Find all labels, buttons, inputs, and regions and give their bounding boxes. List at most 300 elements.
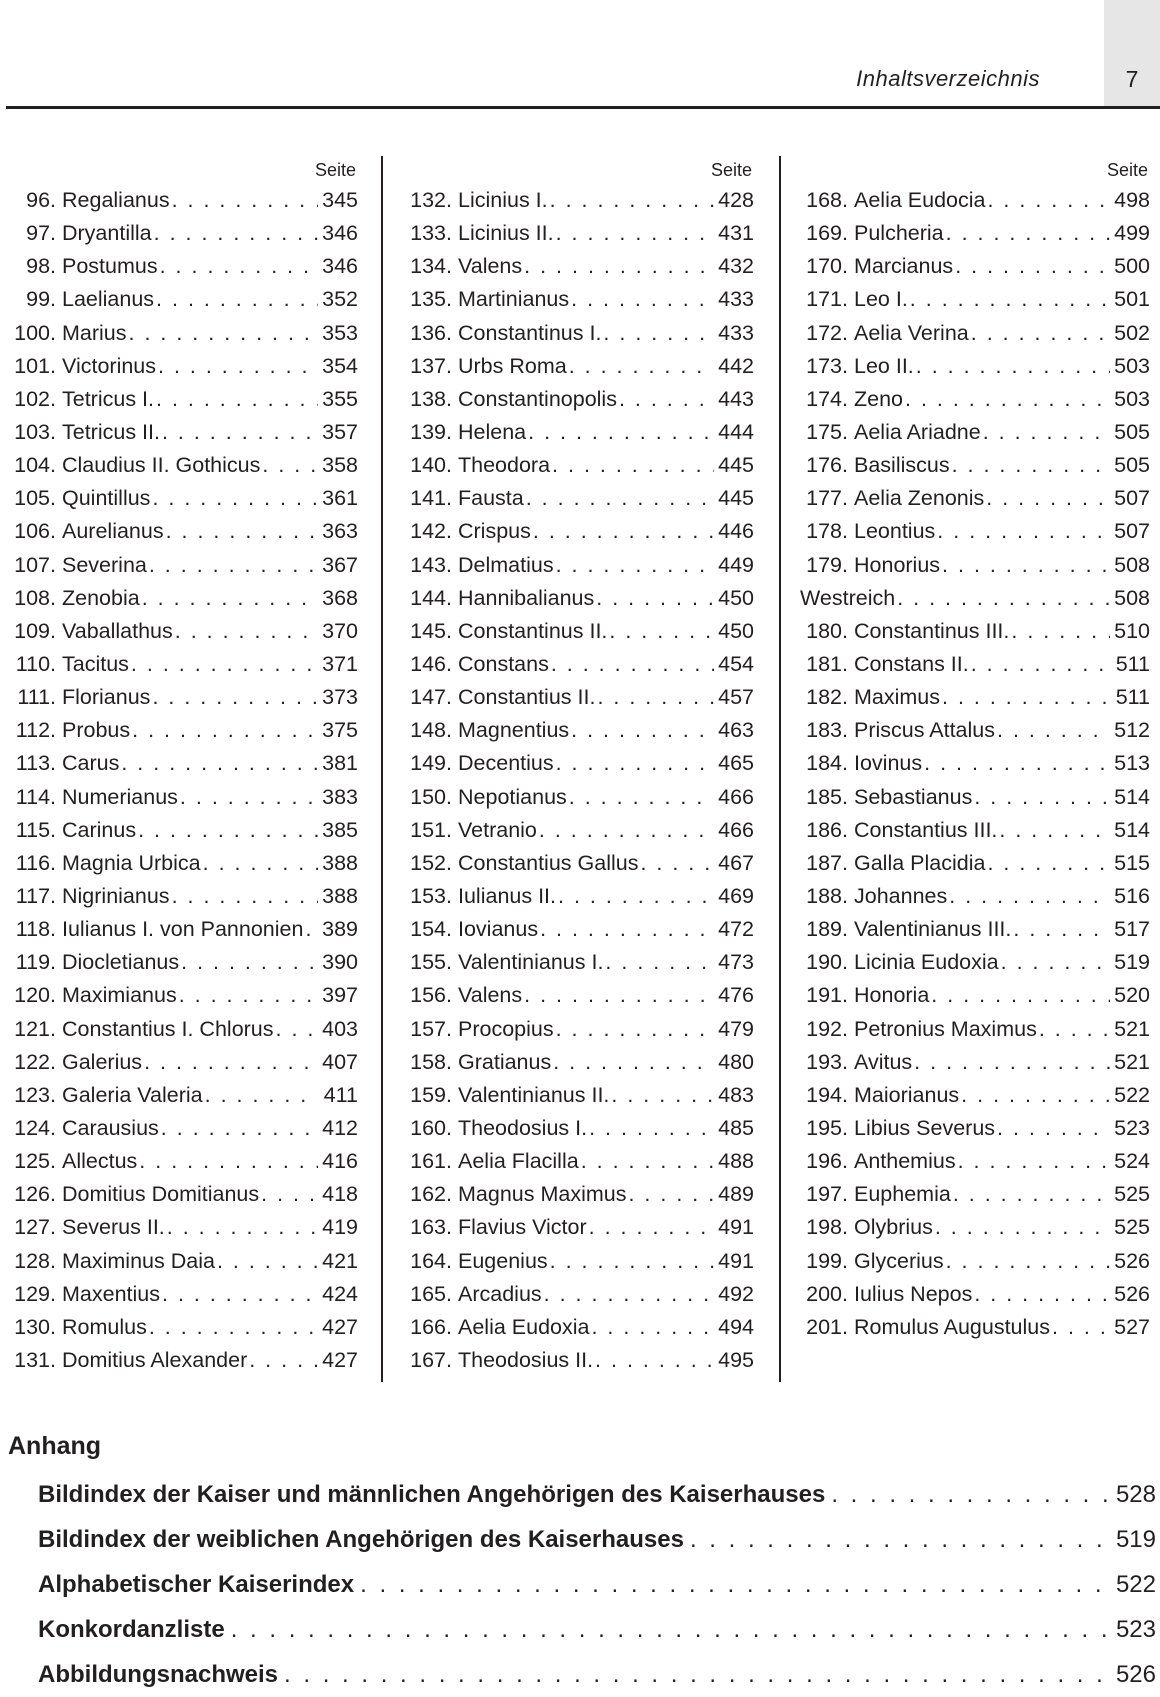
entry-name: Licinia Eudoxia — [854, 950, 999, 975]
entry-page: 511 — [1115, 685, 1150, 710]
entry-name: Severina — [62, 552, 147, 577]
toc-entry — [800, 814, 1152, 847]
toc-entry — [404, 714, 756, 747]
appendix-entry-name: Bildindex der weiblichen Angehörigen des Kaiserhauses — [38, 1526, 684, 1553]
dot-leader — [162, 1278, 318, 1311]
entry-name: Helena — [458, 419, 527, 444]
entry-page: 371 — [322, 651, 358, 676]
entry-name: Euphemia — [854, 1182, 951, 1207]
entry-name: Constantinus I. — [458, 320, 602, 345]
dot-leader — [619, 383, 714, 416]
entry-name: Olybrius — [854, 1215, 933, 1240]
toc-entry — [404, 1079, 756, 1112]
entry-name: Claudius II. Gothicus — [62, 453, 261, 478]
entry-name: Martinianus — [458, 287, 570, 312]
entry-name: Leontius — [854, 519, 936, 544]
entry-name: Arcadius — [458, 1281, 542, 1306]
toc-entry — [404, 1344, 756, 1377]
entry-number: 146. — [410, 651, 452, 676]
entry-name: Postumus — [62, 254, 158, 279]
dot-leader — [144, 1046, 318, 1079]
entry-page: 505 — [1114, 453, 1150, 478]
entry-page: 358 — [322, 453, 358, 478]
dot-leader — [166, 515, 318, 548]
entry-number: 107. — [14, 552, 56, 577]
entry-page: 383 — [322, 784, 358, 809]
toc-entry — [8, 681, 360, 714]
entry-name: Honorius — [854, 552, 941, 577]
entry-page: 500 — [1114, 254, 1150, 279]
appendix-entry — [38, 1652, 1156, 1697]
entry-number: 144. — [410, 585, 452, 610]
toc-entry — [8, 283, 360, 316]
dot-leader — [180, 781, 318, 814]
toc-entry — [8, 979, 360, 1012]
dot-leader — [556, 1013, 714, 1046]
entry-name: Gratianus — [458, 1049, 552, 1074]
entry-page: 491 — [718, 1215, 754, 1240]
entry-name: Zenobia — [62, 585, 140, 610]
entry-name: Fausta — [458, 486, 524, 511]
entry-number: 171. — [806, 287, 848, 312]
entry-name: Tacitus — [62, 651, 129, 676]
toc-entry — [404, 1211, 756, 1244]
entry-number: 114. — [15, 784, 56, 809]
entry-page: 354 — [322, 353, 358, 378]
entry-page: 428 — [718, 188, 754, 212]
entry-number: 169. — [806, 221, 848, 246]
entry-number: 103. — [14, 419, 56, 444]
entry-number: 99. — [26, 287, 56, 312]
entry-number: 195. — [806, 1115, 848, 1140]
entry-name: Numerianus — [62, 784, 178, 809]
dot-leader — [983, 416, 1110, 449]
entry-name: Constantius Gallus — [458, 850, 639, 875]
toc-entry — [404, 615, 756, 648]
entry-name: Constantinus II. — [458, 618, 608, 643]
entry-page: 473 — [718, 950, 754, 975]
entry-number: 100. — [14, 320, 56, 345]
entry-page: 465 — [718, 751, 754, 776]
toc-entry — [800, 880, 1152, 913]
entry-page: 389 — [322, 917, 358, 942]
toc-entry — [8, 615, 360, 648]
dot-leader — [284, 1652, 1110, 1697]
entry-number: 196. — [806, 1149, 848, 1174]
appendix-entry-page: 523 — [1115, 1616, 1156, 1643]
appendix-entry — [38, 1562, 1156, 1607]
entry-name: Iulianus I. von Pannonien — [62, 917, 304, 942]
dot-leader — [524, 979, 714, 1012]
toc-entry — [8, 814, 360, 847]
entry-name: Petronius Maximus — [854, 1016, 1037, 1041]
entry-name: Johannes — [854, 883, 948, 908]
entry-page: 416 — [322, 1149, 358, 1174]
dot-leader — [556, 217, 714, 250]
entry-page: 346 — [322, 221, 358, 246]
entry-name: Sebastianus — [854, 784, 973, 809]
entry-page: 444 — [718, 419, 754, 444]
dot-leader — [172, 184, 318, 217]
entry-name: Pulcheria — [854, 221, 944, 246]
entry-page: 521 — [1114, 1049, 1150, 1074]
toc-entry — [8, 1145, 360, 1178]
toc-entry — [800, 1211, 1152, 1244]
toc-entry — [8, 714, 360, 747]
entry-number: 109. — [14, 618, 56, 643]
entry-number: 188. — [806, 883, 848, 908]
entry-number: 133. — [410, 221, 452, 246]
entry-number: 190. — [806, 950, 848, 975]
toc-entry — [404, 250, 756, 283]
entry-number: 178. — [806, 519, 848, 544]
dot-leader — [552, 449, 714, 482]
entry-name: Iovinus — [854, 751, 923, 776]
dot-leader — [524, 250, 714, 283]
dot-leader — [595, 1344, 714, 1377]
toc-entry — [404, 1013, 756, 1046]
entry-name: Romulus Augustulus — [854, 1314, 1050, 1339]
entry-number: 101. — [14, 353, 56, 378]
entry-number: 163. — [410, 1215, 452, 1240]
dot-leader — [628, 1178, 714, 1211]
toc-entry — [800, 1046, 1152, 1079]
entry-name: Constantius III. — [854, 817, 998, 842]
entry-page: 419 — [322, 1215, 358, 1240]
dot-leader — [544, 1278, 714, 1311]
entry-number: 167. — [410, 1347, 452, 1372]
entry-page: 412 — [322, 1115, 358, 1140]
entry-number: 131. — [14, 1347, 56, 1372]
entry-number: 104. — [14, 453, 56, 478]
entry-name: Quintillus — [62, 486, 151, 511]
entry-number: 179. — [806, 552, 848, 577]
toc-entry — [800, 383, 1152, 416]
toc-entry — [8, 582, 360, 615]
entry-name: Aelia Flacilla — [458, 1149, 579, 1174]
dot-leader — [571, 714, 714, 747]
entry-name: Licinius II. — [458, 221, 554, 246]
entry-number: 134. — [410, 254, 452, 279]
dot-leader — [551, 648, 714, 681]
dot-leader — [690, 1517, 1110, 1562]
toc-entry — [800, 979, 1152, 1012]
dot-leader — [160, 250, 318, 283]
entry-number: 149. — [410, 751, 452, 776]
entry-number: 177. — [806, 486, 848, 511]
toc-entry — [8, 317, 360, 350]
entry-number: 151. — [410, 817, 452, 842]
entry-page: 390 — [322, 950, 358, 975]
entry-number: 176. — [806, 453, 848, 478]
entry-name: Aelia Zenonis — [854, 486, 985, 511]
toc-entry — [800, 582, 1152, 615]
entry-number: 136. — [410, 320, 452, 345]
toc-column-1 — [8, 156, 360, 1377]
dot-leader — [217, 1245, 318, 1278]
dot-leader — [935, 1211, 1110, 1244]
toc-entry — [8, 482, 360, 515]
entry-name: Westreich — [800, 585, 896, 610]
toc-entry — [800, 449, 1152, 482]
entry-page: 449 — [718, 552, 754, 577]
entry-number: 186. — [806, 817, 848, 842]
entry-number: 156. — [410, 983, 452, 1008]
dot-leader — [161, 1112, 318, 1145]
entry-name: Constantius I. Chlorus — [62, 1016, 274, 1041]
page-number: 7 — [1125, 66, 1139, 92]
entry-number: 193. — [806, 1049, 848, 1074]
entry-number: 138. — [410, 386, 452, 411]
entry-page: 466 — [718, 784, 754, 809]
entry-number: 197. — [806, 1182, 848, 1207]
toc-entry — [8, 449, 360, 482]
entry-number: 199. — [806, 1248, 848, 1273]
dot-leader — [596, 582, 714, 615]
dot-leader — [571, 283, 714, 316]
entry-number: 168. — [806, 188, 848, 212]
entry-page: 491 — [718, 1248, 754, 1273]
toc-entry — [8, 1079, 360, 1112]
dot-leader — [556, 747, 714, 780]
entry-name: Libius Severus — [854, 1115, 996, 1140]
entry-number: 132. — [410, 188, 452, 212]
dot-leader — [305, 913, 318, 946]
entry-number: 175. — [806, 419, 848, 444]
entry-page: 526 — [1114, 1248, 1150, 1273]
entry-page: 454 — [718, 651, 754, 676]
entry-name: Delmatius — [458, 552, 554, 577]
dot-leader — [156, 283, 318, 316]
toc-entry — [800, 681, 1152, 714]
entry-number: 153. — [410, 883, 452, 908]
toc-entry — [800, 515, 1152, 548]
dot-leader — [905, 383, 1110, 416]
toc-entry — [8, 383, 360, 416]
entry-page: 513 — [1114, 751, 1150, 776]
entry-name: Iulius Nepos — [854, 1281, 973, 1306]
dot-leader — [953, 1178, 1110, 1211]
toc-entry — [8, 847, 360, 880]
entry-name: Romulus — [62, 1314, 147, 1339]
entry-name: Vaballathus — [62, 618, 173, 643]
entry-page: 346 — [322, 254, 358, 279]
entry-number: 172. — [806, 320, 848, 345]
entry-name: Domitius Domitianus — [62, 1182, 260, 1207]
dot-leader — [569, 781, 714, 814]
dot-leader — [589, 1112, 714, 1145]
entry-name: Dryantilla — [62, 221, 152, 246]
dot-leader — [971, 648, 1110, 681]
appendix-heading: Anhang — [8, 1432, 102, 1460]
entry-number: 105. — [14, 486, 56, 511]
entry-page: 489 — [718, 1182, 754, 1207]
entry-name: Carinus — [62, 817, 137, 842]
entry-page: 488 — [718, 1149, 754, 1174]
entry-name: Procopius — [458, 1016, 554, 1041]
dot-leader — [910, 283, 1110, 316]
entry-number: 142. — [410, 519, 452, 544]
toc-entry — [8, 1245, 360, 1278]
entry-name: Regalianus — [62, 188, 170, 212]
entry-page: 501 — [1114, 287, 1150, 312]
toc-entry — [8, 946, 360, 979]
dot-leader — [142, 582, 318, 615]
entry-page: 525 — [1114, 1182, 1150, 1207]
toc-entry — [8, 1013, 360, 1046]
entry-number: 135. — [410, 287, 452, 312]
entry-page: 512 — [1114, 718, 1150, 743]
dot-leader — [249, 1344, 318, 1377]
entry-name: Carausius — [62, 1115, 159, 1140]
dot-leader — [1013, 913, 1110, 946]
toc-entry — [800, 1013, 1152, 1046]
entry-number: 115. — [15, 817, 56, 842]
entry-number: 158. — [410, 1049, 452, 1074]
entry-page: 495 — [718, 1347, 754, 1372]
entry-number: 121. — [14, 1016, 56, 1041]
toc-entry — [800, 615, 1152, 648]
entry-name: Severus II. — [62, 1215, 165, 1240]
entry-number: 116. — [15, 850, 56, 875]
entry-page: 403 — [322, 1016, 358, 1041]
entry-number: 173. — [806, 353, 848, 378]
toc-entry — [404, 549, 756, 582]
toc-entry — [8, 416, 360, 449]
entry-number: 122. — [14, 1049, 56, 1074]
entry-page: 508 — [1114, 552, 1150, 577]
toc-entry — [404, 814, 756, 847]
entry-name: Theodora — [458, 453, 551, 478]
dot-leader — [172, 880, 318, 913]
entry-number: 140. — [410, 453, 452, 478]
toc-entry — [404, 217, 756, 250]
dot-leader — [958, 1145, 1110, 1178]
toc-entry — [404, 648, 756, 681]
dot-leader — [946, 1245, 1110, 1278]
entry-number: 201. — [806, 1314, 848, 1339]
entry-name: Licinius I. — [458, 188, 548, 212]
entry-name: Zeno — [854, 386, 904, 411]
entry-page: 424 — [322, 1281, 358, 1306]
entry-name: Constantinopolis — [458, 386, 617, 411]
toc-entry — [404, 979, 756, 1012]
entry-name: Tetricus I. — [62, 386, 154, 411]
entry-page: 507 — [1114, 519, 1150, 544]
entry-page: 476 — [718, 983, 754, 1008]
entry-page: 492 — [718, 1281, 754, 1306]
entry-page: 525 — [1114, 1215, 1150, 1240]
entry-page: 450 — [718, 618, 754, 643]
toc-entry — [800, 946, 1152, 979]
appendix-entry-page: 519 — [1115, 1526, 1156, 1553]
entry-page: 418 — [322, 1182, 358, 1207]
dot-leader — [1039, 1013, 1110, 1046]
entry-name: Marius — [62, 320, 127, 345]
entry-number: 119. — [15, 950, 56, 975]
toc-entry — [8, 549, 360, 582]
dot-leader — [924, 747, 1110, 780]
toc-entry — [8, 1046, 360, 1079]
entry-name: Priscus Attalus — [854, 718, 995, 743]
entry-name: Florianus — [62, 685, 151, 710]
entry-number: 181. — [806, 651, 848, 676]
dot-leader — [1052, 1311, 1110, 1344]
dot-leader — [167, 1211, 318, 1244]
entry-name: Galla Placidia — [854, 850, 986, 875]
entry-name: Probus — [62, 718, 131, 743]
appendix-entry-name: Abbildungsnachweis — [38, 1661, 279, 1688]
dot-leader — [569, 350, 714, 383]
entry-number: 118. — [15, 917, 56, 942]
entry-page: 467 — [718, 850, 754, 875]
dot-leader — [987, 847, 1110, 880]
entry-name: Marcianus — [854, 254, 954, 279]
entry-name: Tetricus II. — [62, 419, 160, 444]
dot-leader — [162, 416, 318, 449]
dot-leader — [955, 250, 1110, 283]
entry-name: Vetranio — [458, 817, 537, 842]
entry-page: 485 — [718, 1115, 754, 1140]
toc-entry — [800, 648, 1152, 681]
toc-entry — [8, 648, 360, 681]
entry-number: 160. — [410, 1115, 452, 1140]
dot-leader — [961, 1079, 1110, 1112]
entry-name: Theodosius II. — [458, 1347, 594, 1372]
toc-entry — [8, 1311, 360, 1344]
header-title: Inhaltsverzeichnis — [856, 66, 1040, 91]
entry-number: 141. — [410, 486, 452, 511]
entry-name: Constans II. — [854, 651, 969, 676]
entry-name: Magnus Maximus — [458, 1182, 627, 1207]
entry-name: Magnia Urbica — [62, 850, 201, 875]
entry-page: 433 — [718, 287, 754, 312]
entry-page: 527 — [1114, 1314, 1150, 1339]
entry-page: 514 — [1114, 817, 1150, 842]
entry-number: 191. — [806, 983, 848, 1008]
dot-leader — [997, 1112, 1110, 1145]
toc-entry — [404, 582, 756, 615]
entry-page: 499 — [1114, 221, 1150, 246]
entry-name: Magnentius — [458, 718, 570, 743]
toc-entry — [404, 1278, 756, 1311]
dot-leader — [149, 1311, 318, 1344]
entry-name: Leo I. — [854, 287, 908, 312]
entry-number: 174. — [806, 386, 848, 411]
entry-name: Aelia Ariadne — [854, 419, 981, 444]
dot-leader — [640, 847, 714, 880]
dot-leader — [1011, 615, 1110, 648]
entry-page: 520 — [1114, 983, 1150, 1008]
entry-page: 433 — [718, 320, 754, 345]
entry-name: Basiliscus — [854, 453, 950, 478]
dot-leader — [581, 1145, 714, 1178]
toc-entry — [800, 416, 1152, 449]
toc-entry — [404, 747, 756, 780]
entry-number: 111. — [17, 685, 56, 710]
toc-entry — [800, 1278, 1152, 1311]
entry-page: 363 — [322, 519, 358, 544]
entry-page: 381 — [322, 751, 358, 776]
dot-leader — [550, 1245, 714, 1278]
toc-entry — [8, 880, 360, 913]
appendix-entry-page: 526 — [1115, 1661, 1156, 1688]
entry-name: Aelia Verina — [854, 320, 969, 345]
entry-name: Anthemius — [854, 1149, 956, 1174]
toc-entry — [8, 781, 360, 814]
seite-label: Seite — [314, 160, 356, 180]
entry-page: 516 — [1114, 883, 1150, 908]
